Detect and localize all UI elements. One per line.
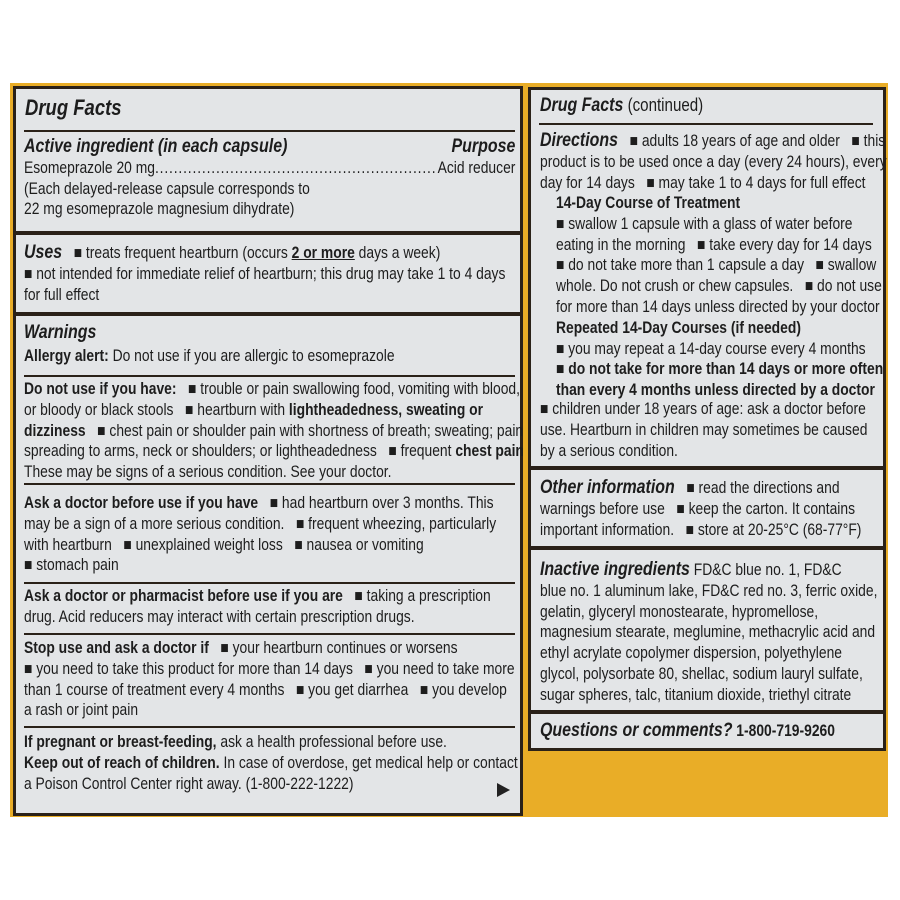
- text-run: a rash or joint pain: [24, 701, 139, 720]
- text-line: [24, 441, 524, 462]
- text-run: ■ your heartburn continues or worsens: [208, 639, 458, 657]
- text-run: ethyl acrylate copolymer dispersion, polyethylene: [540, 644, 843, 663]
- text-line: [24, 586, 515, 607]
- text-run: with heartburn ■ unexplained weight loss ■ nausea or vomiting: [24, 535, 424, 554]
- text-run: ask a health professional before use.: [216, 733, 447, 751]
- text-line: [540, 520, 872, 541]
- text-line: [24, 285, 515, 306]
- text-run: In case of overdose, get medical help or contact: [219, 753, 518, 772]
- bold-text: Keep out of reach of children.: [24, 753, 220, 772]
- text-run: ■ treats frequent heartburn (occurs: [62, 244, 292, 262]
- continued-label: (continued): [623, 95, 704, 115]
- bold-text: 14-Day Course of Treatment: [556, 194, 741, 212]
- inactive-ingredients-section: [540, 560, 900, 706]
- ask-doctor-section: [24, 493, 609, 576]
- text-run: ■ had heartburn over 3 months. This: [258, 494, 494, 512]
- text-line: [24, 243, 515, 264]
- section-divider: [14, 312, 522, 316]
- divider: [539, 123, 873, 125]
- text-line: [540, 602, 872, 623]
- text-line: [540, 478, 872, 499]
- bold-text: dizziness: [24, 421, 86, 440]
- divider: [24, 633, 515, 635]
- dot-leader: [155, 158, 438, 179]
- text-run: spreading to arms, neck or shoulders; or lightheadedness ■ frequent: [24, 442, 456, 461]
- course-of-treatment: [556, 193, 900, 401]
- text-run: ■ do not take more than 1 capsule a day ■ swallow: [556, 256, 877, 275]
- bold-text: Repeated 14-Day Courses (if needed): [556, 318, 801, 337]
- text-line: [540, 173, 872, 194]
- text-run: than 1 course of treatment every 4 months ■ you get diarrhea ■ you develop: [24, 680, 507, 699]
- text-line: [540, 643, 872, 664]
- text-line: [556, 235, 888, 256]
- text-line: [556, 214, 888, 235]
- text-run: ■ swallow 1 capsule with a glass of water before: [556, 214, 853, 233]
- text-run: use. Heartburn in children may sometimes be caused: [540, 420, 868, 439]
- section-heading: Questions or comments?: [540, 720, 733, 741]
- divider: [24, 130, 515, 132]
- bold-text: 1-800-719-9260: [736, 722, 835, 740]
- bold-text: lightheadedness, sweating or: [288, 400, 484, 419]
- text-line: [540, 581, 878, 602]
- text-line: [556, 318, 888, 339]
- text-line: [24, 555, 515, 576]
- text-line: [556, 297, 888, 318]
- text-line: [556, 255, 888, 276]
- text-line: [556, 359, 888, 380]
- text-run: ■ read the directions and: [674, 479, 840, 497]
- active-ingredient-section: [24, 137, 609, 220]
- text-line: [556, 339, 888, 360]
- divider: [24, 375, 515, 377]
- text-line: [540, 685, 872, 706]
- text-run: for full effect: [24, 285, 100, 304]
- ingredient-note: [24, 179, 609, 221]
- text-line: [24, 732, 515, 753]
- text-run: may be a sign of a more serious condition. ■ frequent wheezing, particularly: [24, 514, 497, 533]
- text-line: [24, 659, 515, 680]
- bold-text: Ask a doctor before use if you have: [24, 494, 259, 512]
- text-line: [24, 379, 520, 400]
- text-line: [540, 721, 872, 742]
- text-line: [540, 130, 886, 152]
- text-run: warnings before use ■ keep the carton. It contains: [540, 499, 856, 518]
- text-run: day for 14 days ■ may take 1 to 4 days for full effect: [540, 173, 866, 192]
- section-divider: [14, 231, 522, 235]
- text-line: [24, 400, 515, 421]
- divider: [24, 582, 515, 584]
- text-line: [540, 664, 872, 685]
- text-run: ■ chest pain or shoulder pain with shortness of breath; sweating; pain: [85, 421, 524, 440]
- text-run: by a serious condition.: [540, 441, 678, 460]
- warnings-heading: Warnings: [24, 322, 97, 343]
- text-line: [540, 399, 872, 420]
- text-line: [24, 346, 515, 367]
- bold-text: chest pain: [455, 442, 524, 461]
- bold-text: Do not use if you have:: [24, 380, 177, 398]
- drug-facts-title: Drug Facts: [540, 95, 624, 116]
- text-run: whole. Do not crush or chew capsules. ■ do not use: [556, 277, 882, 296]
- text-run: days a week): [354, 244, 441, 262]
- bold-text: than every 4 months unless directed by a doctor: [556, 381, 875, 400]
- text-line: [24, 607, 515, 628]
- text-line: [540, 622, 876, 643]
- directions-section: [540, 131, 900, 193]
- text-line: [24, 493, 515, 514]
- drug-facts-title: Drug Facts: [25, 95, 122, 120]
- emphasis-text: 2 or more: [291, 244, 355, 262]
- text-line: [556, 276, 888, 297]
- text-run: ■ not intended for immediate relief of heartburn; this drug may take 1 to 4 days: [24, 264, 506, 283]
- text-run: ■ children under 18 years of age: ask a doctor before: [540, 400, 866, 418]
- questions-section: [540, 721, 900, 742]
- other-information-section: [540, 478, 900, 540]
- text-line: [24, 514, 515, 535]
- text-run: These may be signs of a serious condition. See your doctor.: [24, 463, 392, 482]
- text-run: product is to be used once a day (every 24 hours), every: [540, 152, 887, 171]
- text-run: sugar spheres, talc, titanium dioxide, triethyl citrate: [540, 685, 852, 704]
- text-run: 22 mg esomeprazole magnesium dihydrate): [24, 200, 295, 219]
- purpose-heading: Purpose: [451, 136, 516, 157]
- text-run: drug. Acid reducers may interact with certain prescription drugs.: [24, 607, 415, 626]
- text-run: for more than 14 days unless directed by your doctor: [556, 297, 880, 316]
- text-line: [24, 264, 515, 285]
- triangle-right-icon: [497, 783, 510, 797]
- text-line: [24, 753, 518, 774]
- text-line: [540, 152, 887, 173]
- ingredient-name: Esomeprazole 20 mg: [24, 158, 155, 177]
- text-run: ■ adults 18 years of age and older ■ this: [618, 132, 886, 150]
- text-line: [24, 700, 515, 721]
- children-note: [540, 399, 900, 461]
- allergy-alert: [24, 346, 609, 367]
- text-run: important information. ■ store at 20-25°C (68-77°F): [540, 520, 862, 539]
- text-line: [24, 638, 515, 659]
- do-not-use-section: [24, 379, 609, 483]
- text-line: [540, 499, 872, 520]
- text-run: ■ stomach pain: [24, 556, 119, 575]
- text-line: [24, 680, 515, 701]
- text-run: ■ you may repeat a 14-day course every 4 months: [556, 339, 866, 358]
- text-line: [540, 420, 872, 441]
- text-run: ■ you need to take this product for more than 14 days ■ you need to take more: [24, 659, 515, 678]
- bold-text: Ask a doctor or pharmacist before use if you are: [24, 587, 343, 605]
- text-line: [540, 560, 872, 581]
- section-heading: Uses: [24, 242, 63, 263]
- bold-text: Stop use and ask a doctor if: [24, 639, 209, 657]
- ask-pharmacist-section: [24, 586, 609, 628]
- section-heading: Inactive ingredients: [540, 559, 690, 580]
- uses-section: [24, 243, 609, 305]
- divider: [24, 726, 515, 728]
- text-run: a Poison Control Center right away. (1-800-222-1222): [24, 774, 354, 793]
- text-run: Do not use if you are allergic to esomeprazole: [108, 346, 395, 365]
- text-run: glycol, polysorbate 80, shellac, sodium lauryl sulfate,: [540, 664, 863, 683]
- stop-use-section: [24, 638, 609, 721]
- section-heading: Directions: [540, 130, 619, 151]
- text-line: [24, 199, 515, 220]
- text-line: [540, 441, 872, 462]
- text-line: [24, 421, 524, 442]
- text-line: [24, 462, 515, 483]
- text-run: FD&C blue no. 1, FD&C: [689, 561, 842, 579]
- text-run: ■ trouble or pain swallowing food, vomiting with blood,: [176, 380, 520, 398]
- warnings-section: [24, 323, 609, 367]
- text-run: or bloody or black stools ■ heartburn with: [24, 400, 289, 419]
- text-line: [24, 535, 515, 556]
- active-ingredient-heading: Active ingredient (in each capsule): [24, 136, 288, 157]
- text-run: eating in the morning ■ take every day for 14 days: [556, 235, 872, 254]
- bold-text: Allergy alert:: [24, 346, 109, 365]
- pregnancy-keep-away-section: [24, 732, 609, 794]
- bold-text: ■ do not take for more than 14 days or more often: [556, 360, 884, 379]
- section-heading: Other information: [540, 477, 675, 498]
- text-line: [24, 179, 515, 200]
- divider: [24, 483, 515, 485]
- text-line: [556, 380, 888, 401]
- text-run: magnesium stearate, meglumine, methacrylic acid and: [540, 623, 876, 642]
- text-run: blue no. 1 aluminum lake, FD&C red no. 3, ferric oxide,: [540, 581, 878, 600]
- text-line: [556, 193, 888, 214]
- text-run: gelatin, glyceryl monostearate, hypromellose,: [540, 602, 819, 621]
- text-run: ■ taking a prescription: [342, 587, 491, 605]
- continued-title: [540, 95, 872, 116]
- ingredient-purpose: Acid reducer: [437, 158, 516, 177]
- text-run: (Each delayed-release capsule corresponds to: [24, 179, 310, 198]
- bold-text: If pregnant or breast-feeding,: [24, 733, 217, 751]
- text-line: [24, 774, 515, 795]
